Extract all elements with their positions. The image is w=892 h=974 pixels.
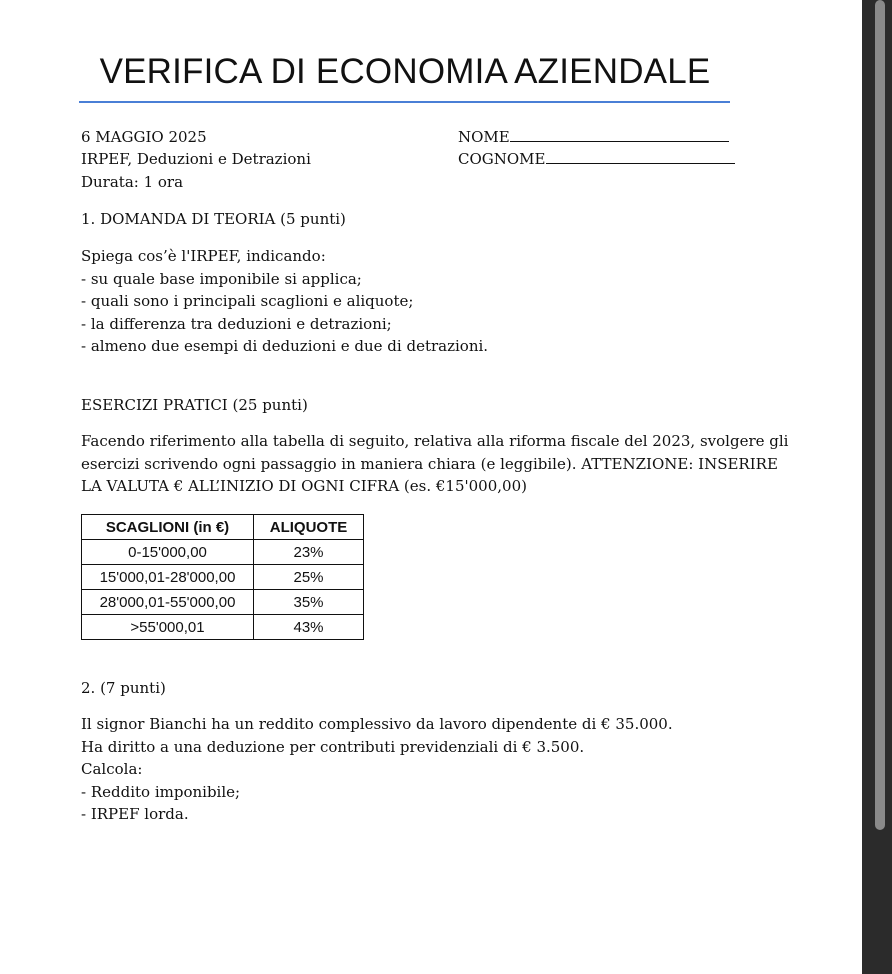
rate-cell: 43% [254, 615, 364, 640]
scrollbar-thumb[interactable] [875, 0, 885, 830]
question1-line: - su quale base imponibile si applica; [81, 269, 362, 288]
table-row [82, 565, 364, 590]
table-row [82, 590, 364, 615]
column-header-brackets: SCAGLIONI (in €) [82, 515, 254, 540]
bracket-cell: >55'000,01 [82, 615, 254, 640]
table-header-row [82, 515, 364, 540]
surname-blank-line [546, 148, 735, 164]
exam-duration: Durata: 1 ora [81, 173, 184, 191]
question1-heading: 1. DOMANDA DI TEORIA (5 punti) [81, 210, 346, 228]
question1-line: - quali sono i principali scaglioni e aliquote; [81, 292, 414, 310]
question2-line: - Reddito imponibile; [81, 782, 241, 801]
practical-instructions [81, 430, 788, 498]
question1-text [81, 245, 488, 358]
question1-line: Spiega cos’è l'IRPEF, indicando: [81, 247, 326, 265]
question1-line: - la differenza tra deduzioni e detrazioni; [81, 314, 392, 333]
exam-topic: IRPEF, Deduzioni e Detrazioni [81, 150, 311, 168]
rate-cell: 25% [254, 565, 364, 590]
surname-label: COGNOME [458, 150, 546, 168]
name-blank-line [510, 126, 729, 142]
vertical-scrollbar[interactable] [862, 0, 892, 974]
name-label: NOME [458, 128, 510, 146]
rate-cell: 35% [254, 590, 364, 615]
page-title: VERIFICA DI ECONOMIA AZIENDALE [99, 52, 711, 91]
instruction-line: Facendo riferimento alla tabella di seguito, relativa alla riforma fiscale del 2023, svolgere gli [81, 432, 789, 450]
question2-line: - IRPEF lorda. [81, 805, 189, 823]
question2-text [81, 713, 673, 826]
question2-heading: 2. (7 punti) [81, 679, 166, 697]
surname-field [458, 148, 735, 170]
rate-cell: 23% [254, 540, 364, 565]
table-row [82, 540, 364, 565]
tax-brackets-table [81, 514, 364, 640]
question2-line: Calcola: [81, 760, 143, 778]
question1-line: - almeno due esempi di deduzioni e due di detrazioni. [81, 337, 489, 355]
question2-line: Ha diritto a una deduzione per contributi previdenziali di € 3.500. [81, 737, 585, 756]
name-field [458, 126, 729, 148]
column-header-rates: ALIQUOTE [254, 515, 364, 540]
question2-line: Il signor Bianchi ha un reddito complessivo da lavoro dipendente di € 35.000. [81, 715, 673, 733]
title-underline [79, 101, 730, 103]
bracket-cell: 0-15'000,00 [82, 540, 254, 565]
bracket-cell: 28'000,01-55'000,00 [82, 590, 254, 615]
table-row [82, 615, 364, 640]
practical-heading: ESERCIZI PRATICI (25 punti) [81, 396, 308, 414]
bracket-cell: 15'000,01-28'000,00 [82, 565, 254, 590]
instruction-line: LA VALUTA € ALL’INIZIO DI OGNI CIFRA (es. €15'000,00) [81, 477, 527, 495]
exam-date: 6 MAGGIO 2025 [81, 128, 207, 146]
instruction-line: esercizi scrivendo ogni passaggio in maniera chiara (e leggibile). ATTENZIONE: INSERIRE [81, 454, 778, 473]
